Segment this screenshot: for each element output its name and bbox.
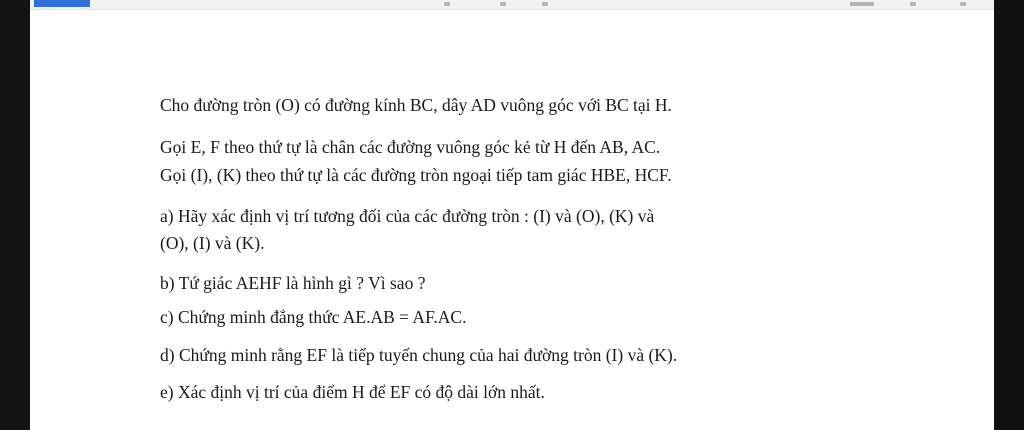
active-tab-indicator[interactable] (34, 0, 90, 7)
toolbar-icon[interactable] (850, 2, 874, 6)
toolbar-icon[interactable] (960, 2, 966, 6)
document-page (30, 10, 994, 430)
question-c-line: c) Chứng minh đẳng thức AE.AB = AF.AC. (160, 307, 467, 327)
problem-statement-line: Gọi E, F theo thứ tự là chân các đường vuông góc kẻ từ H đến AB, AC. (160, 137, 661, 157)
viewer-toolbar-strip (30, 0, 994, 10)
question-b-line: b) Tứ giác AEHF là hình gì ? Vì sao ? (160, 273, 426, 293)
left-background-bar (0, 0, 30, 430)
toolbar-icon[interactable] (910, 2, 916, 6)
toolbar-icon[interactable] (444, 2, 450, 6)
question-d-line: d) Chứng minh rằng EF là tiếp tuyến chung của hai đường tròn (I) và (K). (160, 345, 678, 365)
question-e-line: e) Xác định vị trí của điểm H để EF có độ dài lớn nhất. (160, 382, 545, 402)
problem-statement-line: Gọi (I), (K) theo thứ tự là các đường tròn ngoại tiếp tam giác HBE, HCF. (160, 165, 672, 185)
problem-statement-line: Cho đường tròn (O) có đường kính BC, dây AD vuông góc với BC tại H. (160, 95, 672, 115)
question-a-line: (O), (I) và (K). (160, 233, 265, 253)
toolbar-icon[interactable] (542, 2, 548, 6)
right-background-bar (994, 0, 1024, 430)
toolbar-icon[interactable] (500, 2, 506, 6)
question-a-line: a) Hãy xác định vị trí tương đối của các đường tròn : (I) và (O), (K) và (160, 206, 655, 226)
